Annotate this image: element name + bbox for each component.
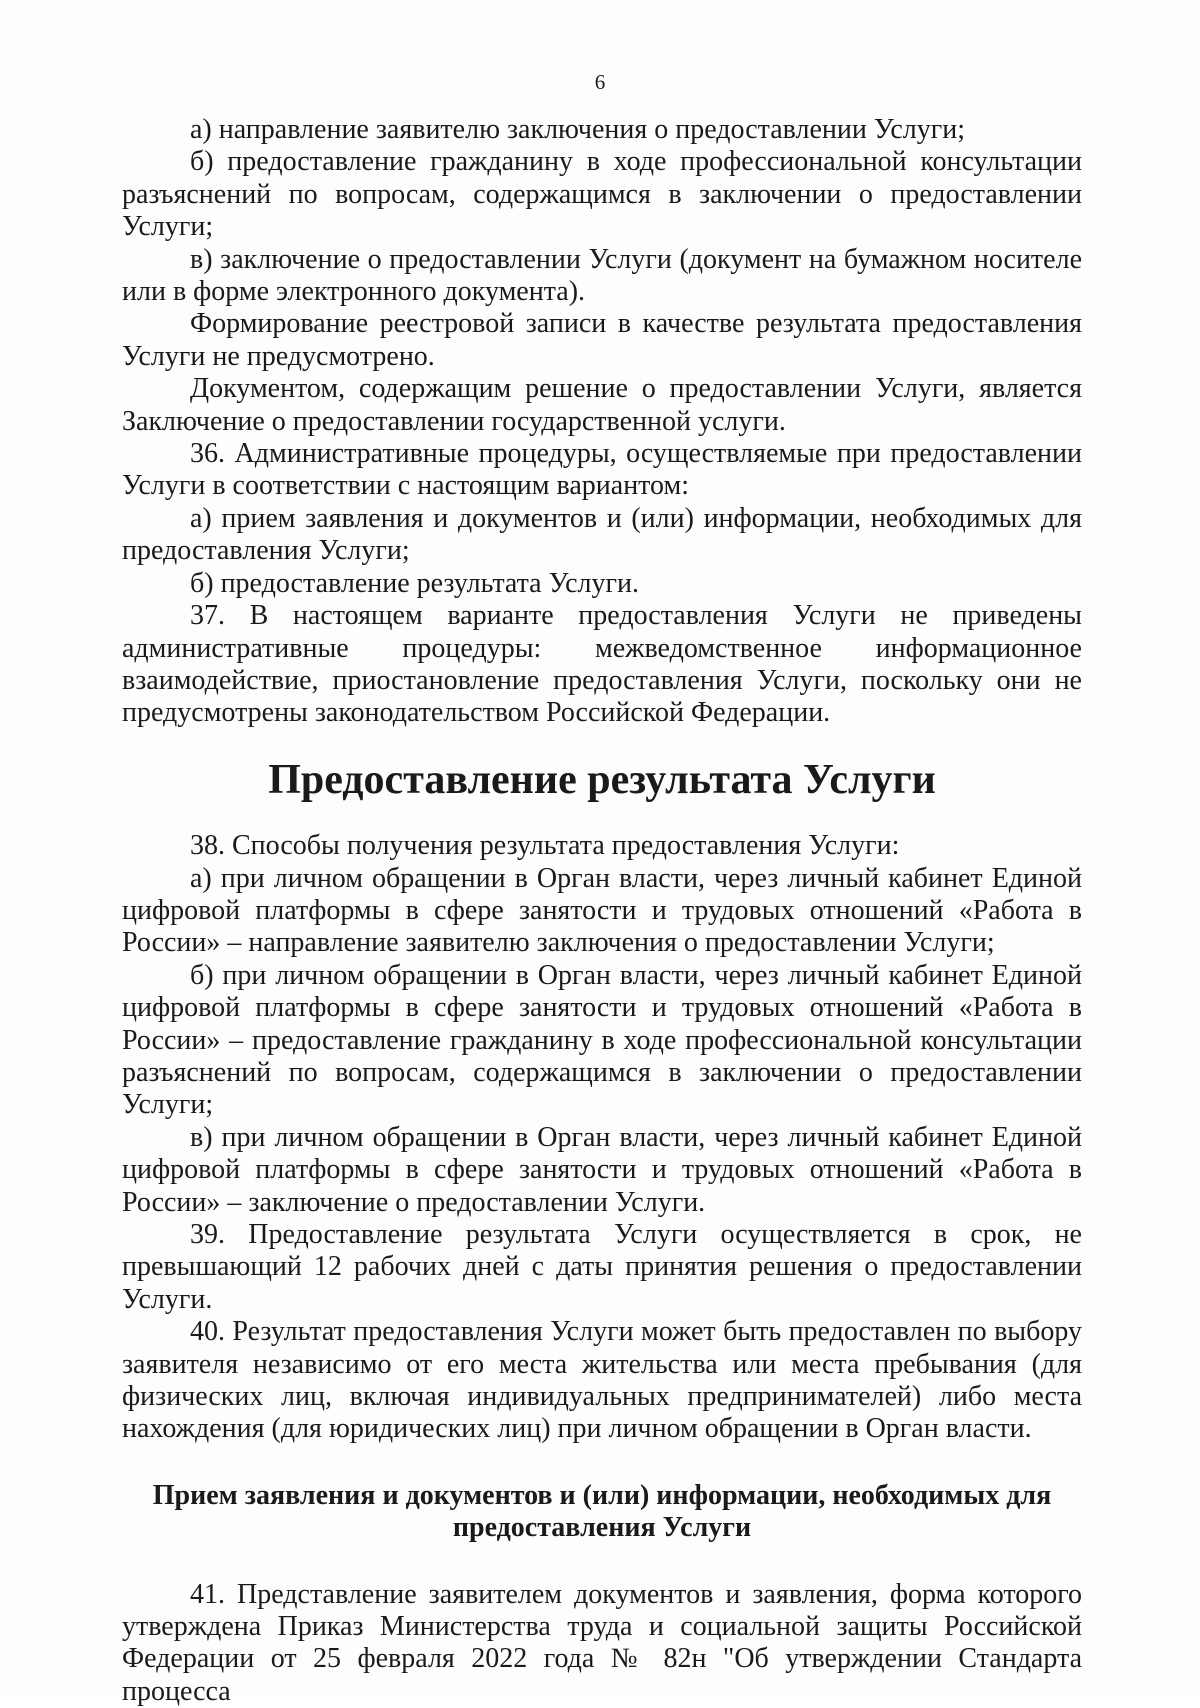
page-number: 6 (594, 70, 606, 94)
paragraph-36: 36. Административные процедуры, осуществляемые при предоставлении Услуги в соответствии с настоящим вариантом: (122, 438, 1082, 502)
document-body (122, 114, 1082, 1708)
section-heading-line: Прием заявления и документов и (или) информации, необходимых для (152, 1479, 1052, 1511)
paragraph: Формирование реестровой записи в качестве результата предоставления Услуги не предусмотрено. (122, 308, 1082, 372)
paragraph-38: 38. Способы получения результата предоставления Услуги: (190, 830, 900, 862)
paragraph: Документом, содержащим решение о предоставлении Услуги, является Заключение о предоставлении государственной услуги. (122, 373, 1082, 437)
paragraph: б) при личном обращении в Орган власти, через личный кабинет Единой цифровой платформы в сфере занятости и трудовых отношений «Работа в России» – предоставление гражданину в ходе профессиональной консультации разъяснений по вопросам, содержащимся в заключении о предоставлении Услуги; (122, 959, 1082, 1121)
paragraph: в) при личном обращении в Орган власти, через личный кабинет Единой цифровой платформы в сфере занятости и трудовых отношений «Работа в России» – заключение о предоставлении Услуги. (122, 1121, 1082, 1218)
paragraph: а) направление заявителю заключения о предоставлении Услуги; (190, 114, 965, 145)
paragraph: а) при личном обращении в Орган власти, через личный кабинет Единой цифровой платформы в сфере занятости и трудовых отношений «Работа в России» – направление заявителю заключения о предоставлении Услуги; (122, 862, 1082, 959)
paragraph-40: 40. Результат предоставления Услуги может быть предоставлен по выбору заявителя независимо от его места жительства или места пребывания (для физических лиц, включая индивидуальных предпринимателей) либо места нахождения (для юридических лиц) при личном обращении в Орган власти. (122, 1316, 1082, 1445)
paragraph: в) заключение о предоставлении Услуги (документ на бумажном носителе или в форме электронного документа). (122, 243, 1082, 308)
section-heading-line: предоставления Услуги (452, 1512, 752, 1544)
paragraph: б) предоставление гражданину в ходе профессиональной консультации разъяснений по вопросам, содержащимся в заключении о предоставлении Услуги; (122, 146, 1082, 243)
paragraph-39: 39. Предоставление результата Услуги осуществляется в срок, не превышающий 12 рабочих дней с даты принятия решения о предоставлении Услуги. (122, 1219, 1082, 1315)
section-heading-application (122, 1480, 1082, 1545)
paragraph-41: 41. Представление заявителем документов и заявления, форма которого утверждена Приказ Министерства труда и социальной защиты Российской Федерации от 25 февраля 2022 года № 82н "Об утверждении Стандарта процесса (122, 1578, 1082, 1707)
paragraph: а) прием заявления и документов и (или) информации, необходимых для предоставления Услуги; (122, 502, 1082, 567)
paragraph-37: 37. В настоящем варианте предоставления Услуги не приведены административные процедуры: межведомственное информационное взаимодействие, приостановление предоставления Услуги, поскольку они не предусмотрены законодательством Российской Федерации. (122, 600, 1082, 729)
paragraph: б) предоставление результата Услуги. (190, 567, 639, 599)
section-heading-result: Предоставление результата Услуги (268, 756, 936, 803)
